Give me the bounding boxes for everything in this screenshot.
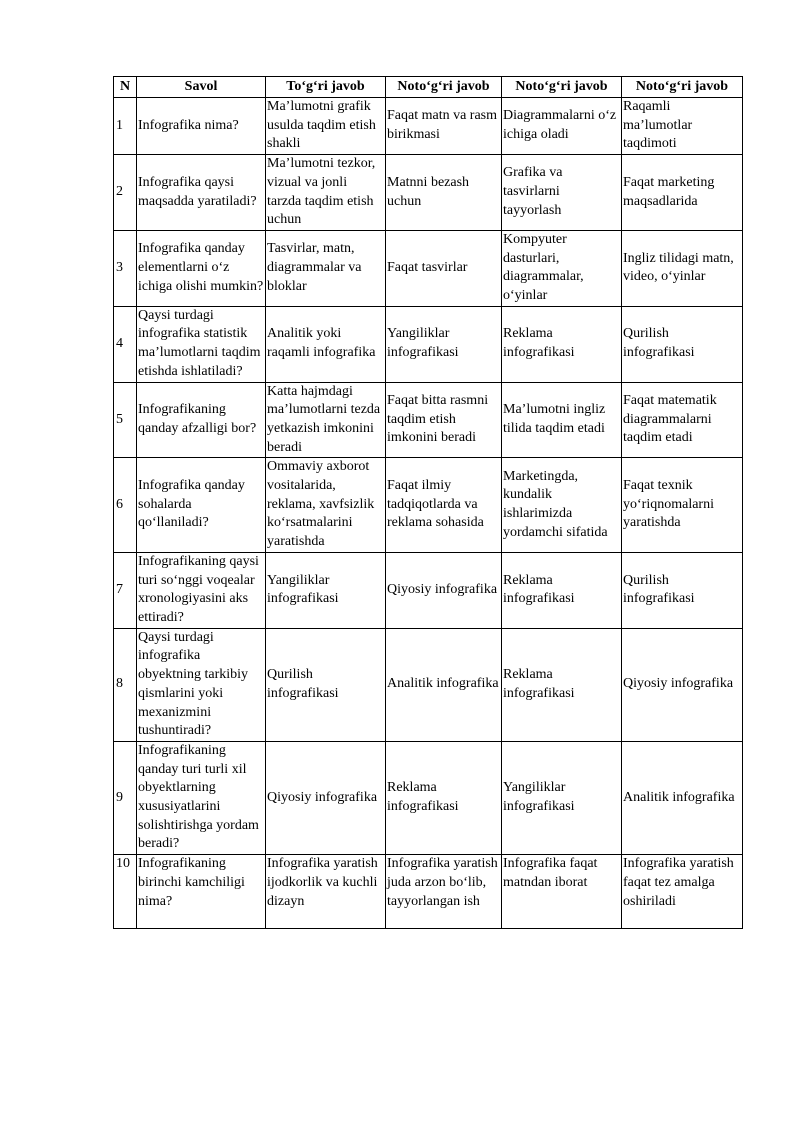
header-wrong-answer-2: Noto‘g‘ri javob [502, 77, 622, 98]
table-row [114, 458, 743, 553]
wrong-answer-cell: Infografika faqat matndan iborat [502, 855, 622, 929]
wrong-answer-cell: Reklama infografikasi [502, 552, 622, 628]
row-number: 1 [114, 98, 137, 155]
wrong-answer-cell: Faqat marketing maqsadlarida [622, 155, 743, 231]
table-row [114, 628, 743, 741]
row-number: 4 [114, 306, 137, 382]
wrong-answer-cell: Faqat tasvirlar [386, 230, 502, 306]
question-cell: Infografika nima? [137, 98, 266, 155]
table-row [114, 155, 743, 231]
table-row [114, 382, 743, 458]
header-number: N [114, 77, 137, 98]
wrong-answer-cell: Infografika yaratish juda arzon bo‘lib, tayyorlangan ish [386, 855, 502, 929]
row-number: 10 [114, 855, 137, 929]
header-row [114, 77, 743, 98]
question-cell: Infografika qanday sohalarda qo‘llaniladi? [137, 458, 266, 553]
wrong-answer-cell: Analitik infografika [622, 741, 743, 854]
wrong-answer-cell: Faqat bitta rasmni taqdim etish imkonini beradi [386, 382, 502, 458]
row-number: 5 [114, 382, 137, 458]
correct-answer-cell: Tasvirlar, matn, diagrammalar va bloklar [266, 230, 386, 306]
wrong-answer-cell: Qurilish infografikasi [622, 306, 743, 382]
correct-answer-cell: Qiyosiy infografika [266, 741, 386, 854]
correct-answer-cell: Ma’lumotni tezkor, vizual va jonli tarzda taqdim etish uchun [266, 155, 386, 231]
row-number: 8 [114, 628, 137, 741]
wrong-answer-cell: Reklama infografikasi [502, 306, 622, 382]
wrong-answer-cell: Diagrammalarni o‘z ichiga oladi [502, 98, 622, 155]
table-row [114, 855, 743, 929]
wrong-answer-cell: Infografika yaratish faqat tez amalga oshiriladi [622, 855, 743, 929]
correct-answer-cell: Katta hajmdagi ma’lumotlarni tezda yetkazish imkonini beradi [266, 382, 386, 458]
table-row [114, 741, 743, 854]
correct-answer-cell: Ommaviy axborot vositalarida, reklama, xavfsizlik ko‘rsatmalarini yaratishda [266, 458, 386, 553]
wrong-answer-cell: Faqat matn va rasm birikmasi [386, 98, 502, 155]
row-number: 6 [114, 458, 137, 553]
wrong-answer-cell: Marketingda, kundalik ishlarimizda yordamchi sifatida [502, 458, 622, 553]
wrong-answer-cell: Grafika va tasvirlarni tayyorlash [502, 155, 622, 231]
question-cell: Infografikaning birinchi kamchiligi nima? [137, 855, 266, 929]
correct-answer-cell: Yangiliklar infografikasi [266, 552, 386, 628]
wrong-answer-cell: Qurilish infografikasi [622, 552, 743, 628]
correct-answer-cell: Analitik yoki raqamli infografika [266, 306, 386, 382]
table-row [114, 306, 743, 382]
correct-answer-cell: Infografika yaratish ijodkorlik va kuchli dizayn [266, 855, 386, 929]
correct-answer-cell: Ma’lumotni grafik usulda taqdim etish shakli [266, 98, 386, 155]
wrong-answer-cell: Faqat matematik diagrammalarni taqdim etadi [622, 382, 743, 458]
wrong-answer-cell: Yangiliklar infografikasi [502, 741, 622, 854]
wrong-answer-cell: Reklama infografikasi [386, 741, 502, 854]
question-cell: Infografika qanday elementlarni o‘z ichiga olishi mumkin? [137, 230, 266, 306]
wrong-answer-cell: Reklama infografikasi [502, 628, 622, 741]
question-cell: Qaysi turdagi infografika statistik ma’lumotlarni taqdim etishda ishlatiladi? [137, 306, 266, 382]
table-row [114, 230, 743, 306]
wrong-answer-cell: Raqamli ma’lumotlar taqdimoti [622, 98, 743, 155]
question-cell: Qaysi turdagi infografika obyektning tarkibiy qismlarini yoki mexanizmini tushuntiradi? [137, 628, 266, 741]
question-cell: Infografikaning qanday turi turli xil obyektlarning xususiyatlarini solishtirishga yordam beradi? [137, 741, 266, 854]
quiz-table [113, 76, 743, 929]
row-number: 3 [114, 230, 137, 306]
wrong-answer-cell: Kompyuter dasturlari, diagrammalar, o‘yinlar [502, 230, 622, 306]
wrong-answer-cell: Faqat texnik yo‘riqnomalarni yaratishda [622, 458, 743, 553]
table-row [114, 552, 743, 628]
question-cell: Infografika qaysi maqsadda yaratiladi? [137, 155, 266, 231]
wrong-answer-cell: Ingliz tilidagi matn, video, o‘yinlar [622, 230, 743, 306]
table-row [114, 98, 743, 155]
row-number: 9 [114, 741, 137, 854]
wrong-answer-cell: Analitik infografika [386, 628, 502, 741]
header-wrong-answer-1: Noto‘g‘ri javob [386, 77, 502, 98]
wrong-answer-cell: Faqat ilmiy tadqiqotlarda va reklama sohasida [386, 458, 502, 553]
question-cell: Infografikaning qanday afzalligi bor? [137, 382, 266, 458]
wrong-answer-cell: Qiyosiy infografika [622, 628, 743, 741]
question-cell: Infografikaning qaysi turi so‘nggi voqealar xronologiyasini aks ettiradi? [137, 552, 266, 628]
wrong-answer-cell: Qiyosiy infografika [386, 552, 502, 628]
header-question: Savol [137, 77, 266, 98]
wrong-answer-cell: Matnni bezash uchun [386, 155, 502, 231]
header-correct-answer: To‘g‘ri javob [266, 77, 386, 98]
wrong-answer-cell: Ma’lumotni ingliz tilida taqdim etadi [502, 382, 622, 458]
wrong-answer-cell: Yangiliklar infografikasi [386, 306, 502, 382]
row-number: 2 [114, 155, 137, 231]
correct-answer-cell: Qurilish infografikasi [266, 628, 386, 741]
header-wrong-answer-3: Noto‘g‘ri javob [622, 77, 743, 98]
row-number: 7 [114, 552, 137, 628]
